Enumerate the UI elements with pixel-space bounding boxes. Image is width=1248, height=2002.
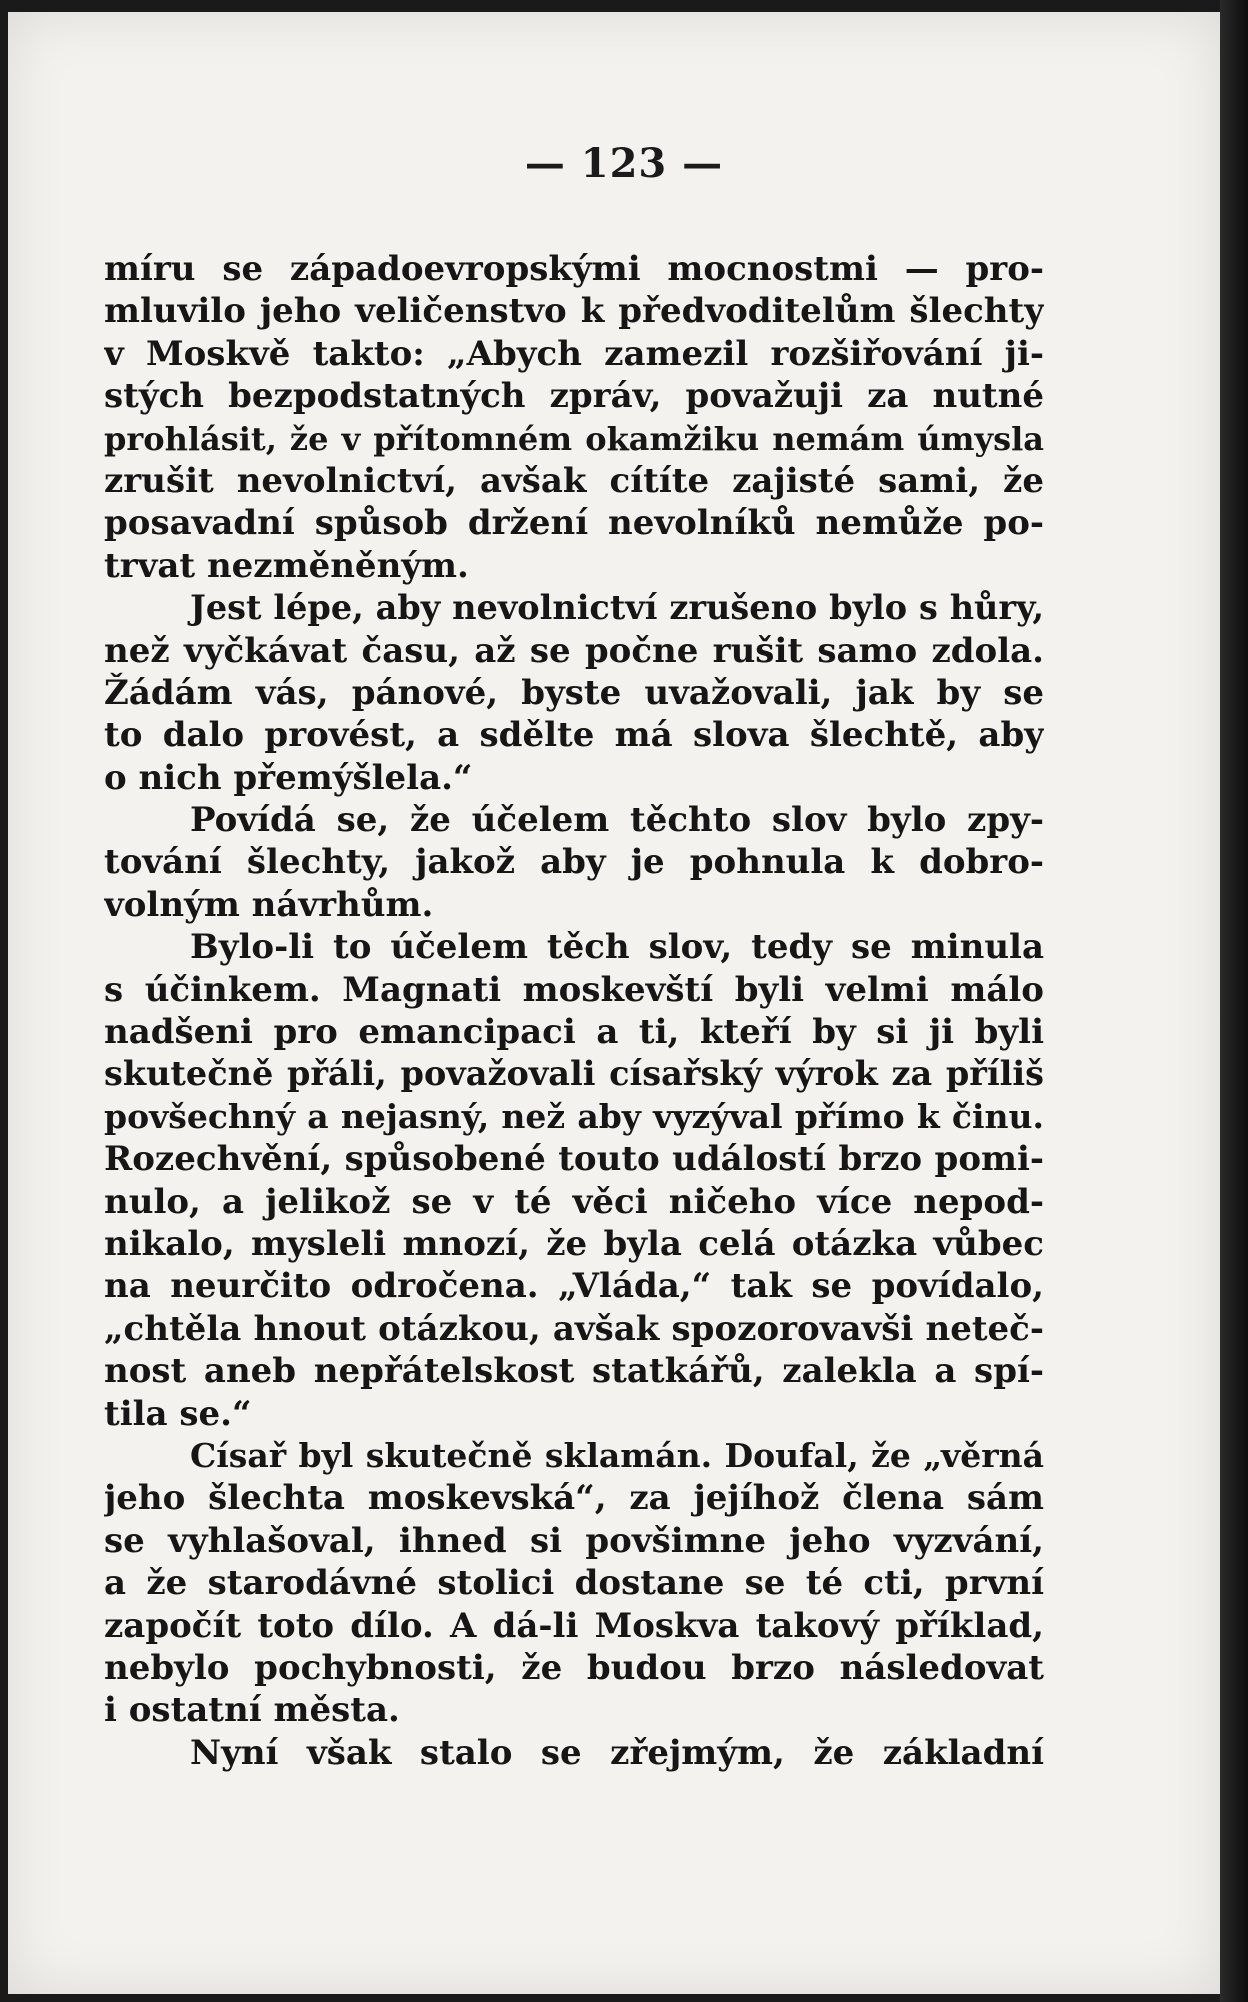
text-line: nebylo pochybnosti, že budou brzo následovat [104,1647,1044,1688]
text-line: i ostatní města. [104,1690,400,1731]
text-line: započít toto dílo. A dá-li Moskva takový příklad, [104,1605,1044,1646]
text-line: tila se.“ [104,1393,252,1434]
text-line: posavadní spůsob držení nevolníků nemůže po- [104,503,1044,544]
text-line: s účinkem. Magnati moskevští byli velmi málo [104,969,1044,1010]
text-line: míru se západoevropskými mocnostmi — pro- [104,249,1044,289]
text-line: a že starodávné stolici dostane se té cti, první [104,1563,1044,1604]
page-edge-shadow [1220,0,1248,2002]
text-line: nikalo, mysleli mnozí, že byla celá otázka vůbec [104,1223,1044,1264]
text-line: nulo, a jelikož se v té věci ničeho více nepod- [104,1181,1044,1222]
text-line: Jest lépe, aby nevolnictví zrušeno bylo s hůry, [190,588,1044,628]
text-line: stých bezpodstatných zpráv, považuji za nutné [104,376,1044,417]
text-line: „chtěla hnout otázkou, avšak spozorovavši neteč- [104,1308,1044,1349]
text-line: volným návrhům. [104,884,434,925]
text-line: Bylo-li to účelem těch slov, tedy se minula [190,927,1044,968]
text-line: na neurčito odročena. „Vláda,“ tak se povídalo, [104,1266,1044,1307]
text-line: jeho šlechta moskevská“, za jejíhož člena sám [104,1478,1044,1519]
text-line: nadšeni pro emancipaci a ti, kteří by si ji byli [104,1012,1044,1053]
text-line: v Moskvě takto: „Abych zamezil rozšiřování ji- [104,333,1044,374]
text-line: nost aneb nepřátelskost statkářů, zalekla a spí- [104,1351,1044,1392]
text-line: o nich přemýšlela.“ [104,757,473,798]
text-line: mluvilo jeho veličenstvo k předvoditelům šlechty [104,291,1044,332]
page-number: — 123 — [524,140,724,187]
text-line: než vyčkávat času, až se počne rušit samo zdola. [104,630,1044,671]
text-line: Rozechvění, spůsobené touto událostí brzo pomi- [104,1139,1044,1180]
text-line: Císař byl skutečně sklamán. Doufal, že „věrná [190,1435,1044,1475]
text-line: zrušit nevolnictví, avšak cítíte zajisté sami, že [104,460,1044,501]
text-line: skutečně přáli, považovali císařský výrok za příliš [104,1054,1044,1094]
text-line: povšechný a nejasný, než aby vyzýval přímo k činu. [104,1096,1044,1136]
text-line: se vyhlašoval, ihned si povšimne jeho vyzvání, [104,1520,1044,1561]
text-line: prohlásit, že v přítomném okamžiku nemám úmysla [104,419,1044,458]
text-line: tování šlechty, jakož aby je pohnula k dobro- [104,842,1044,883]
text-line: trvat nezměněným. [104,545,469,586]
text-line: Žádám vás, pánové, byste uvažovali, jak by se [104,672,1044,713]
text-line: Povídá se, že účelem těchto slov bylo zpy- [190,800,1044,841]
text-line: Nyní však stalo se zřejmým, že základní [190,1732,1044,1773]
text-line: to dalo provést, a sdělte má slova šlechtě, aby [104,715,1044,756]
body-text [104,248,1044,1774]
